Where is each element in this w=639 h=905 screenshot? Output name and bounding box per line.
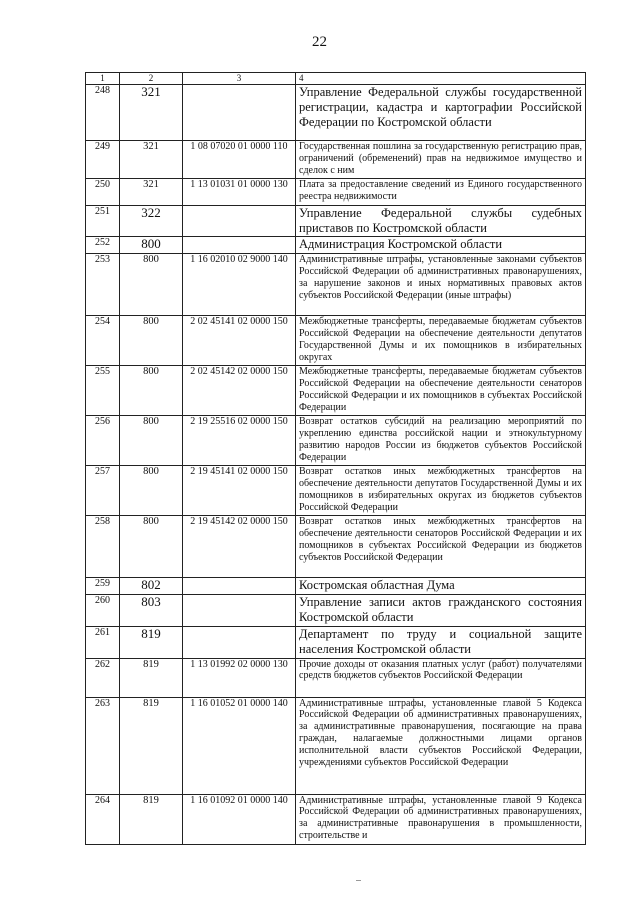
row-number: 256 bbox=[86, 416, 120, 466]
revenue-code bbox=[183, 237, 296, 254]
revenue-name: Возврат остатков иных межбюджетных трансфертов на обеспечение деятельности сенаторов Российской Федерации и их помощников в субъектах Российской Федерации из бюджетов субъектов Российской Федерации bbox=[296, 516, 586, 578]
revenue-code bbox=[183, 85, 296, 141]
revenue-code bbox=[183, 594, 296, 626]
revenue-name: Межбюджетные трансферты, передаваемые бюджетам субъектов Российской Федерации на обеспечение деятельности сенаторов Российской Федерации и их помощников в субъектах Российской Федерации bbox=[296, 366, 586, 416]
table-row bbox=[86, 466, 586, 516]
table-row bbox=[86, 516, 586, 578]
table-row bbox=[86, 237, 586, 254]
revenue-name: Межбюджетные трансферты, передаваемые бюджетам субъектов Российской Федерации на обеспечение деятельности депутатов Государственной Думы и их помощников в избирательных округах bbox=[296, 316, 586, 366]
table-row bbox=[86, 594, 586, 626]
admin-code: 800 bbox=[120, 237, 183, 254]
revenue-code: 1 16 02010 02 9000 140 bbox=[183, 254, 296, 316]
row-number: 262 bbox=[86, 658, 120, 697]
admin-code: 800 bbox=[120, 516, 183, 578]
row-number: 263 bbox=[86, 697, 120, 794]
revenue-code bbox=[183, 206, 296, 237]
revenue-code bbox=[183, 578, 296, 594]
revenue-name: Административные штрафы, установленные главой 9 Кодекса Российской Федерации об административных правонарушениях, за административные правонарушения в промышленности, строительстве и bbox=[296, 794, 586, 844]
revenue-name: Административные штрафы, установленные главой 5 Кодекса Российской Федерации об административных правонарушениях, за административные правонарушения, посягающие на права граждан, налагаемые должностными лицами органов исполнительной власти субъектов Российской Федерации, учреждениями субъектов Российской Федерации bbox=[296, 697, 586, 794]
admin-code: 321 bbox=[120, 141, 183, 179]
table-row bbox=[86, 794, 586, 844]
revenue-name: Государственная пошлина за государственную регистрацию прав, ограничений (обременений) прав на недвижимое имущество и сделок с ним bbox=[296, 141, 586, 179]
admin-code: 802 bbox=[120, 578, 183, 594]
admin-code: 819 bbox=[120, 794, 183, 844]
revenue-code: 2 02 45142 02 0000 150 bbox=[183, 366, 296, 416]
header-col-4: 4 bbox=[296, 73, 586, 85]
table-row bbox=[86, 141, 586, 179]
revenue-name: Возврат остатков субсидий на реализацию мероприятий по укреплению единства российской нации и этнокультурному развитию народов России из бюджетов субъектов Российской Федерации bbox=[296, 416, 586, 466]
admin-code: 321 bbox=[120, 179, 183, 206]
admin-code: 803 bbox=[120, 594, 183, 626]
admin-code: 819 bbox=[120, 697, 183, 794]
revenue-name: Административные штрафы, установленные законами субъектов Российской Федерации об административных правонарушениях, за нарушение законов и иных нормативных правовых актов субъектов Российской Федерации (иные штрафы) bbox=[296, 254, 586, 316]
admin-code: 800 bbox=[120, 416, 183, 466]
row-number: 260 bbox=[86, 594, 120, 626]
table-row bbox=[86, 85, 586, 141]
revenue-name: Управление Федеральной службы судебных приставов по Костромской области bbox=[296, 206, 586, 237]
header-col-3: 3 bbox=[183, 73, 296, 85]
row-number: 258 bbox=[86, 516, 120, 578]
revenue-name: Костромская областная Дума bbox=[296, 578, 586, 594]
table-row bbox=[86, 626, 586, 658]
table-row bbox=[86, 658, 586, 697]
admin-code: 800 bbox=[120, 316, 183, 366]
table-row bbox=[86, 316, 586, 366]
row-number: 252 bbox=[86, 237, 120, 254]
revenue-code: 1 16 01092 01 0000 140 bbox=[183, 794, 296, 844]
row-number: 254 bbox=[86, 316, 120, 366]
row-number: 253 bbox=[86, 254, 120, 316]
row-number: 257 bbox=[86, 466, 120, 516]
row-number: 250 bbox=[86, 179, 120, 206]
row-number: 251 bbox=[86, 206, 120, 237]
revenue-code: 2 02 45141 02 0000 150 bbox=[183, 316, 296, 366]
revenue-name: Прочие доходы от оказания платных услуг (работ) получателями средств бюджетов субъектов Российской Федерации bbox=[296, 658, 586, 697]
admin-code: 800 bbox=[120, 466, 183, 516]
table-row bbox=[86, 179, 586, 206]
row-number: 261 bbox=[86, 626, 120, 658]
admin-code: 322 bbox=[120, 206, 183, 237]
table-row bbox=[86, 578, 586, 594]
revenue-code bbox=[183, 626, 296, 658]
table-row bbox=[86, 254, 586, 316]
revenue-name: Администрация Костромской области bbox=[296, 237, 586, 254]
table-row bbox=[86, 697, 586, 794]
revenue-name: Управление записи актов гражданского состояния Костромской области bbox=[296, 594, 586, 626]
row-number: 255 bbox=[86, 366, 120, 416]
table-row bbox=[86, 366, 586, 416]
revenue-code: 2 19 45141 02 0000 150 bbox=[183, 466, 296, 516]
revenue-code: 2 19 25516 02 0000 150 bbox=[183, 416, 296, 466]
header-col-2: 2 bbox=[120, 73, 183, 85]
admin-code: 321 bbox=[120, 85, 183, 141]
table-row bbox=[86, 416, 586, 466]
revenue-code: 1 16 01052 01 0000 140 bbox=[183, 697, 296, 794]
table-row bbox=[86, 206, 586, 237]
admin-code: 800 bbox=[120, 254, 183, 316]
table-body bbox=[86, 73, 586, 845]
revenue-code: 2 19 45142 02 0000 150 bbox=[183, 516, 296, 578]
revenue-name: Управление Федеральной службы государственной регистрации, кадастра и картографии Российской Федерации по Костромской области bbox=[296, 85, 586, 141]
admin-code: 819 bbox=[120, 626, 183, 658]
admin-code: 819 bbox=[120, 658, 183, 697]
scan-mark bbox=[356, 880, 361, 881]
revenue-code: 1 13 01031 01 0000 130 bbox=[183, 179, 296, 206]
revenue-codes-table bbox=[85, 72, 586, 845]
revenue-name: Плата за предоставление сведений из Единого государственного реестра недвижимости bbox=[296, 179, 586, 206]
revenue-name: Возврат остатков иных межбюджетных трансфертов на обеспечение деятельности депутатов Государственной Думы и их помощников в избирательных округах из бюджетов субъектов Российской Федерации bbox=[296, 466, 586, 516]
revenue-code: 1 08 07020 01 0000 110 bbox=[183, 141, 296, 179]
row-number: 248 bbox=[86, 85, 120, 141]
row-number: 249 bbox=[86, 141, 120, 179]
page-number: 22 bbox=[312, 34, 327, 50]
table-header-row bbox=[86, 73, 586, 85]
row-number: 264 bbox=[86, 794, 120, 844]
revenue-code: 1 13 01992 02 0000 130 bbox=[183, 658, 296, 697]
admin-code: 800 bbox=[120, 366, 183, 416]
header-col-1: 1 bbox=[86, 73, 120, 85]
row-number: 259 bbox=[86, 578, 120, 594]
revenue-name: Департамент по труду и социальной защите населения Костромской области bbox=[296, 626, 586, 658]
